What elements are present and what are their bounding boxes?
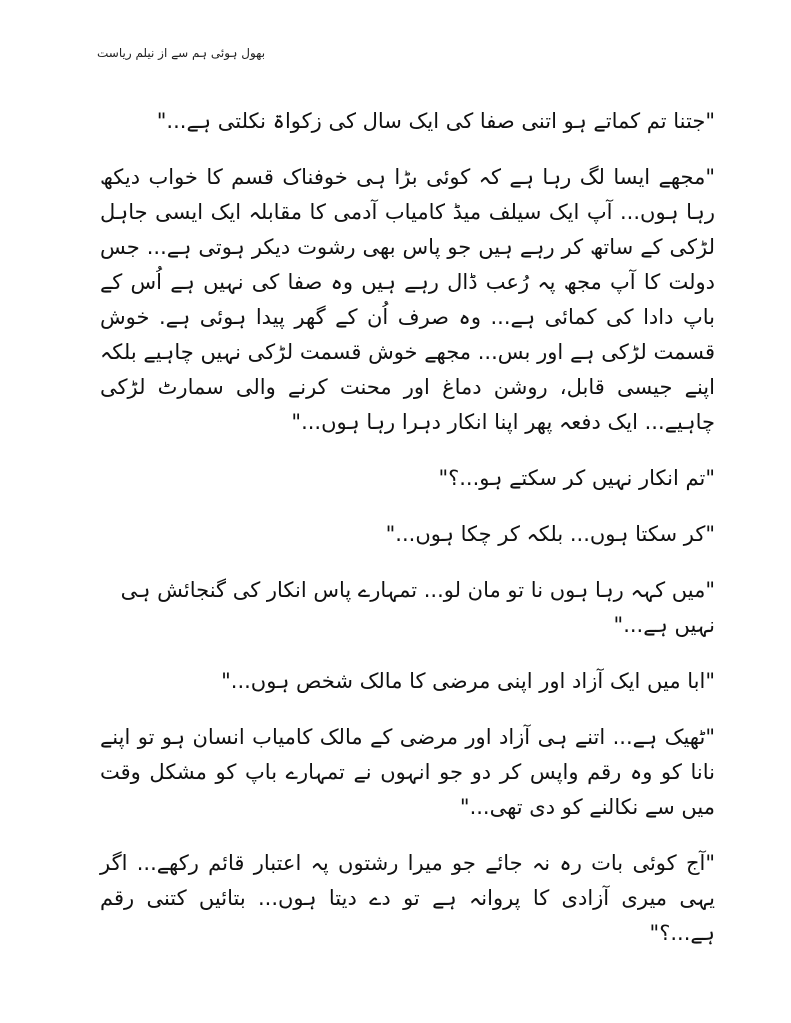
paragraph: "ابا میں ایک آزاد اور اپنی مرضی کا مالک شخص ہوں..." <box>221 669 715 693</box>
paragraph: "تم انکار نہیں کر سکتے ہو...؟" <box>438 466 715 490</box>
body-text <box>100 104 715 972</box>
running-header: بھول ہوئی ہم سے از نیلم ریاست <box>97 46 266 60</box>
paragraph: "جتنا تم کماتے ہو اتنی صفا کی ایک سال کی زکواۃ نکلتی ہے..." <box>156 109 715 133</box>
paragraph: "ٹھیک ہے... اتنے ہی آزاد اور مرضی کے مالک کامیاب انسان ہو تو اپنے نانا کو وہ رقم واپس کر دو جو انہوں نے تمہارے باپ کو مشکل وقت میں سے نکالنے کو دی تھی..." <box>100 725 715 819</box>
paragraph: "مجھے ایسا لگ رہا ہے کہ کوئی بڑا ہی خوفناک قسم کا خواب دیکھ رہا ہوں... آپ ایک سیلف میڈ کامیاب آدمی کا مقابلہ ایک ایسی جاہل لڑکی کے ساتھ کر رہے ہیں جو پاس بھی رشوت دیکر ہوتی ہے... جس دولت کا آپ مجھ پہ رُعب ڈال رہے ہیں وہ صفا کی نہیں ہے اُس کے باپ دادا کی کمائی ہے... وہ صرف اُن کے گھر پیدا ہوئی ہے. خوش قسمت لڑکی ہے اور بس... مجھے خوش قسمت لڑکی نہیں چاہیے بلکہ اپنے جیسی قابل، روشن دماغ اور محنت کرنے والی سمارٹ لڑکی چاہیے... ایک دفعہ پھر اپنا انکار دہرا رہا ہوں..." <box>100 165 715 434</box>
paragraph: "میں کہہ رہا ہوں نا تو مان لو... تمہارے پاس انکار کی گنجائش ہی نہیں ہے..." <box>120 578 715 637</box>
paragraph: "آج کوئی بات رہ نہ جائے جو میرا رشتوں پہ اعتبار قائم رکھے... اگر یہی میری آزادی کا پروانہ ہے تو دے دیتا ہوں... بتائیں کتنی رقم ہے...؟" <box>100 851 715 945</box>
paragraph: "کر سکتا ہوں... بلکہ کر چکا ہوں..." <box>385 522 715 546</box>
